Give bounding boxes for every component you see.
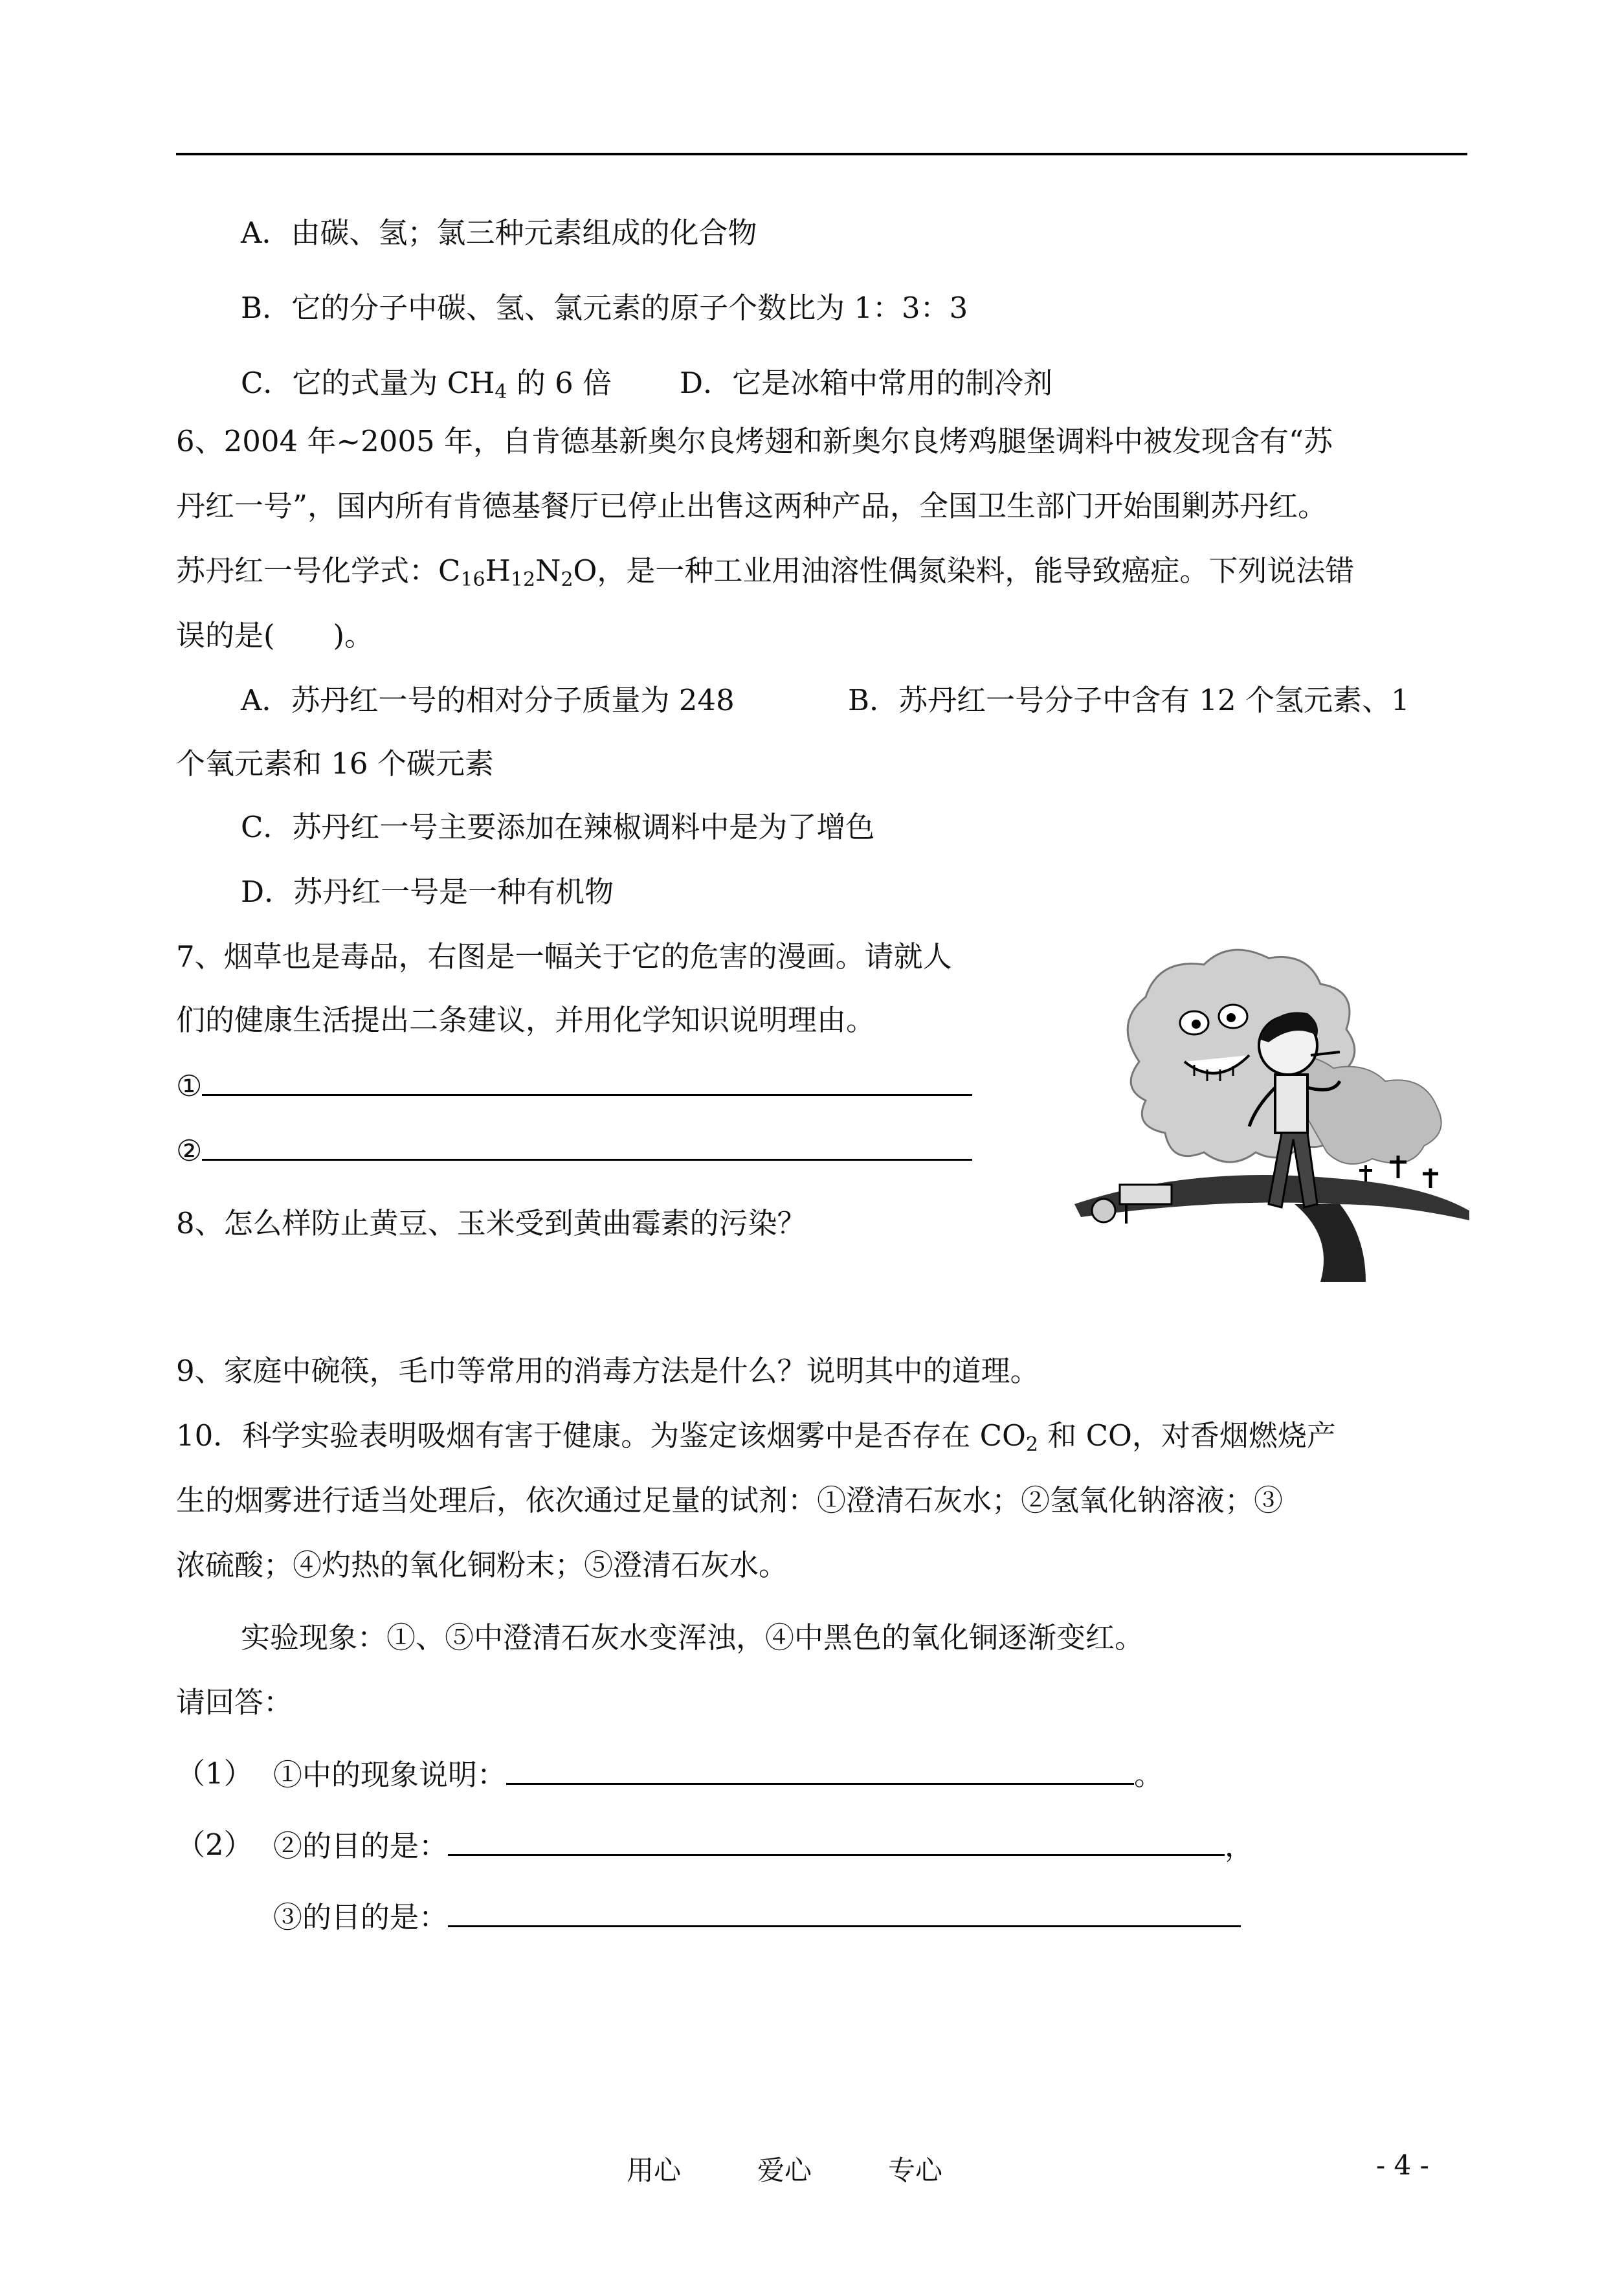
q7-answer-1-blank[interactable] [202, 1066, 972, 1096]
page-number: - 4 - [1376, 2149, 1429, 2181]
q6-line-2: 丹红一号”，国内所有肯德基餐厅已停止出售这两种产品，全国卫生部门开始围剿苏丹红。 [176, 489, 1328, 523]
footer-motto-3: 专心 [888, 2154, 943, 2186]
q10-line-1: 10．科学实验表明吸烟有害于健康。为鉴定该烟雾中是否存在 $CO_2$ 和 CO，对香烟燃烧产 [176, 1418, 1336, 1456]
q10-answer-prompt: 请回答： [176, 1685, 293, 1719]
q8-text: 8、怎么样防止黄豆、玉米受到黄曲霉素的污染？ [176, 1206, 806, 1240]
footer-motto-2: 爱心 [757, 2154, 812, 2186]
q6-option-a: A．苏丹红一号的相对分子质量为 248 [241, 683, 735, 717]
q6-option-b-cont: 个氧元素和 16 个碳元素 [176, 746, 494, 781]
q10-sub2-number: （2） [176, 1828, 253, 1862]
q6-option-d: D．苏丹红一号是一种有机物 [241, 875, 614, 909]
q6-line-1: 6、2004 年~2005 年，自肯德基新奥尔良烤翅和新奥尔良烤鸡腿堡调料中被发现含有“苏 [176, 424, 1333, 458]
q6-option-b: B．苏丹红一号分子中含有 12 个氢元素、1 [848, 683, 1410, 717]
q5-option-b: B．它的分子中碳、氢、氯元素的原子个数比为 1：3：3 [241, 291, 968, 325]
q7-answer-1: ① [176, 1066, 972, 1106]
q10-sub2-blank[interactable] [448, 1826, 1225, 1856]
q10-sub3-blank[interactable] [448, 1897, 1241, 1927]
q10-sub1: ①中的现象说明： 。 [273, 1754, 1163, 1795]
header-rule [176, 153, 1467, 155]
q10-sub3: ③的目的是： [273, 1897, 1241, 1937]
q10-phenomenon: 实验现象：①、⑤中澄清石灰水变浑浊，④中黑色的氧化铜逐渐变红。 [241, 1620, 1144, 1655]
footer-motto-1: 用心 [627, 2154, 682, 2186]
q10-sub1-blank[interactable] [506, 1754, 1134, 1785]
q6-line-3: 苏丹红一号化学式：$C_{16}H_{12}N_2O$，是一种工业用油溶性偶氮染料，能导致癌症。下列说法错 [176, 554, 1355, 591]
q9-text: 9、家庭中碗筷，毛巾等常用的消毒方法是什么？说明其中的道理。 [176, 1354, 1040, 1388]
q10-line-2: 生的烟雾进行适当处理后，依次通过足量的试剂：①澄清石灰水；②氢氧化钠溶液；③ [176, 1483, 1284, 1517]
q5-option-d: D．它是冰箱中常用的制冷剂 [680, 366, 1053, 400]
q6-line-4: 误的是( )。 [176, 618, 374, 653]
q5-option-a: A．由碳、氢；氯三种元素组成的化合物 [241, 216, 757, 250]
q5-option-c: C．它的式量为 $CH_4$ 的 6 倍 [241, 366, 612, 403]
smoking-cartoon-image [1062, 932, 1476, 1295]
q10-sub2: ②的目的是： ， [273, 1826, 1254, 1866]
q6-option-c: C．苏丹红一号主要添加在辣椒调料中是为了增色 [241, 810, 875, 844]
q7-answer-2-blank[interactable] [202, 1130, 972, 1161]
q7-line-1: 7、烟草也是毒品，右图是一幅关于它的危害的漫画。请就人 [176, 939, 952, 974]
q10-sub1-number: （1） [176, 1756, 253, 1791]
q7-line-2: 们的健康生活提出二条建议，并用化学知识说明理由。 [176, 1003, 876, 1037]
q10-line-3: 浓硫酸；④灼热的氧化铜粉末；⑤澄清石灰水。 [176, 1548, 788, 1582]
q7-answer-2: ② [176, 1130, 972, 1170]
